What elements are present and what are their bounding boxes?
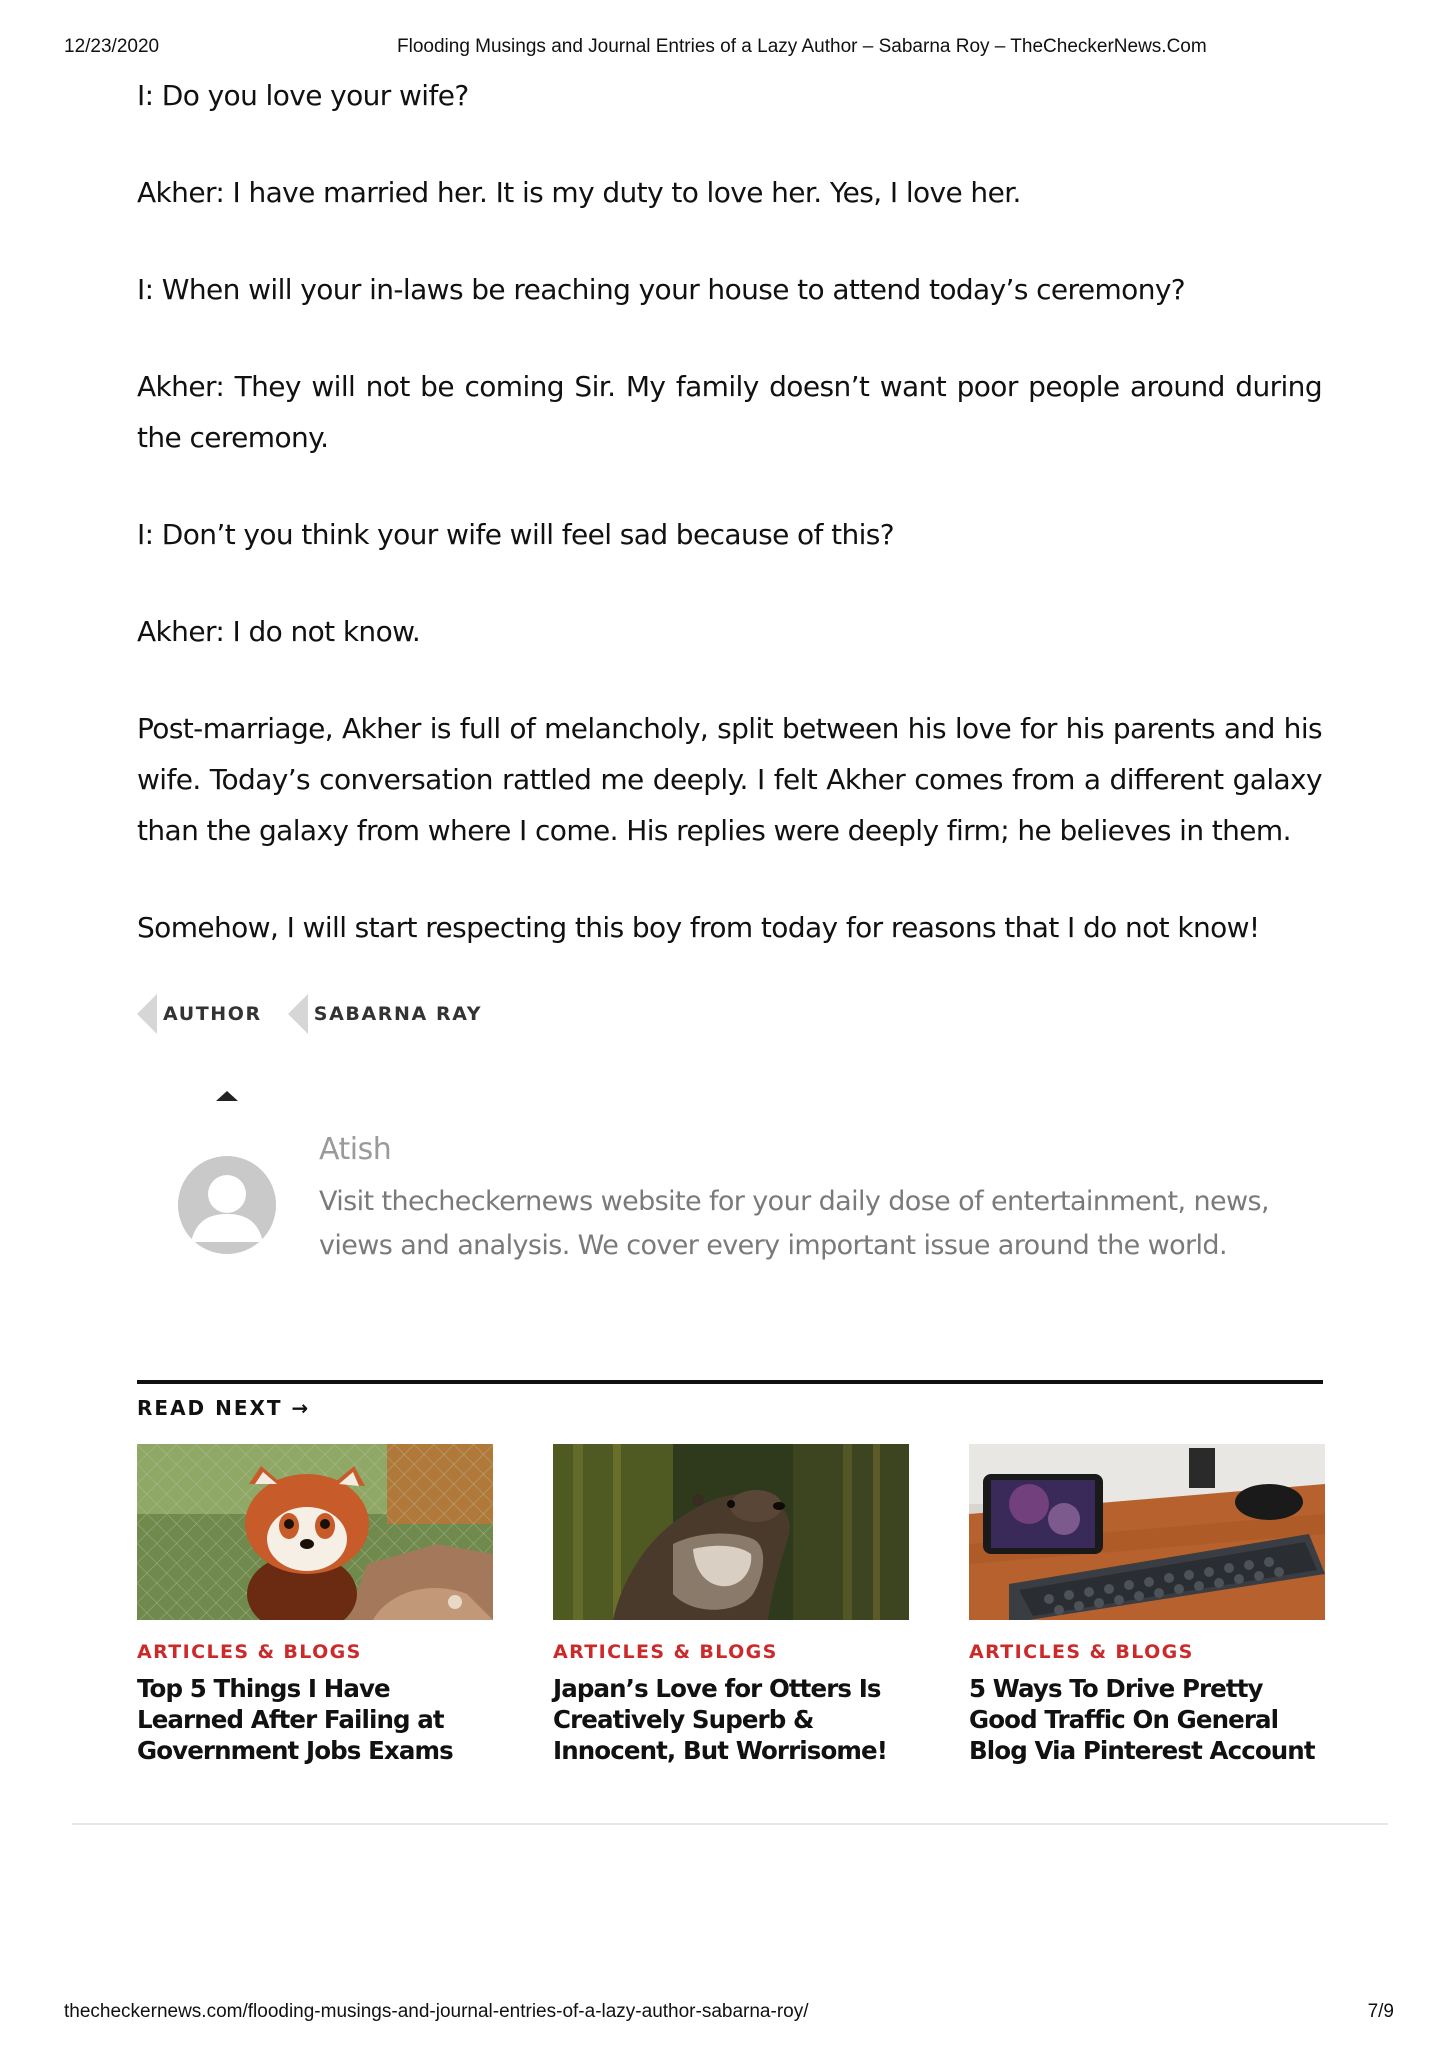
card-category[interactable]: ARTICLES & BLOGS [137, 1641, 362, 1663]
footer-divider [72, 1823, 1388, 1825]
read-next-card[interactable] [969, 1444, 1325, 1766]
tag-author[interactable] [137, 994, 262, 1034]
card-title[interactable]: 5 Ways To Drive Pretty Good Traffic On General Blog Via Pinterest Account [969, 1674, 1315, 1765]
avatar[interactable] [178, 1156, 276, 1254]
print-url: thecheckernews.com/flooding-musings-and-journal-entries-of-a-lazy-author-sabarna-roy/ [64, 2001, 809, 2022]
card-category[interactable]: ARTICLES & BLOGS [553, 1641, 778, 1663]
tag-label: AUTHOR [163, 1003, 262, 1025]
read-next-card[interactable] [553, 1444, 909, 1766]
read-next-link[interactable]: READ NEXT → [137, 1396, 311, 1420]
read-next-card[interactable] [137, 1444, 493, 1766]
caret-up-icon [216, 1091, 238, 1101]
print-date: 12/23/2020 [64, 36, 160, 57]
post-tags [137, 994, 482, 1034]
article-paragraph: I: Do you love your wife? [137, 79, 469, 112]
tag-label: SABARNA RAY [313, 1003, 483, 1025]
card-title[interactable]: Japan’s Love for Otters Is Creatively Superb & Innocent, But Worrisome! [553, 1674, 887, 1765]
print-header [64, 36, 1394, 60]
tag-arrow-icon [288, 994, 308, 1034]
read-next-divider [137, 1380, 1323, 1384]
print-page-number: 7/9 [1367, 2001, 1394, 2022]
article-paragraph: I: Don’t you think your wife will feel sad because of this? [137, 518, 895, 551]
author-name[interactable]: Atish [319, 1132, 392, 1167]
card-title[interactable]: Top 5 Things I Have Learned After Failing at Government Jobs Exams [137, 1674, 453, 1765]
article-paragraph: Akher: I have married her. It is my duty to love her. Yes, I love her. [137, 176, 1021, 209]
print-page-title: Flooding Musings and Journal Entries of a Lazy Author – Sabarna Roy – TheCheckerNews.Com [397, 36, 1207, 57]
article-paragraph: Akher: I do not know. [137, 615, 421, 648]
author-bio: Visit thecheckernews website for your daily dose of entertainment, news, views and analysis. We cover every important issue around the world. [319, 1186, 1269, 1261]
article-paragraph: I: When will your in-laws be reaching your house to attend today’s ceremony? [137, 273, 1186, 306]
card-category[interactable]: ARTICLES & BLOGS [969, 1641, 1194, 1663]
article-body [137, 70, 1322, 999]
tag-arrow-icon [137, 994, 157, 1034]
red-panda-thumbnail[interactable] [137, 1444, 493, 1620]
article-paragraph: Akher: They will not be coming Sir. My family doesn’t want poor people around during the ceremony. [137, 370, 1322, 454]
article-paragraph: Somehow, I will start respecting this boy from today for reasons that I do not know! [137, 911, 1260, 944]
default-user-icon [178, 1156, 276, 1254]
tag-sabarna-ray[interactable] [288, 994, 482, 1034]
otter-thumbnail[interactable] [553, 1444, 909, 1620]
article-paragraph: Post-marriage, Akher is full of melancholy, split between his love for his parents and his wife. Today’s conversation rattled me deeply. I felt Akher comes from a different galaxy than the galaxy from where I come. His replies were deeply firm; he believes in them. [137, 712, 1322, 847]
author-box [178, 1130, 1328, 1280]
keyboard-phone-thumbnail[interactable] [969, 1444, 1325, 1620]
